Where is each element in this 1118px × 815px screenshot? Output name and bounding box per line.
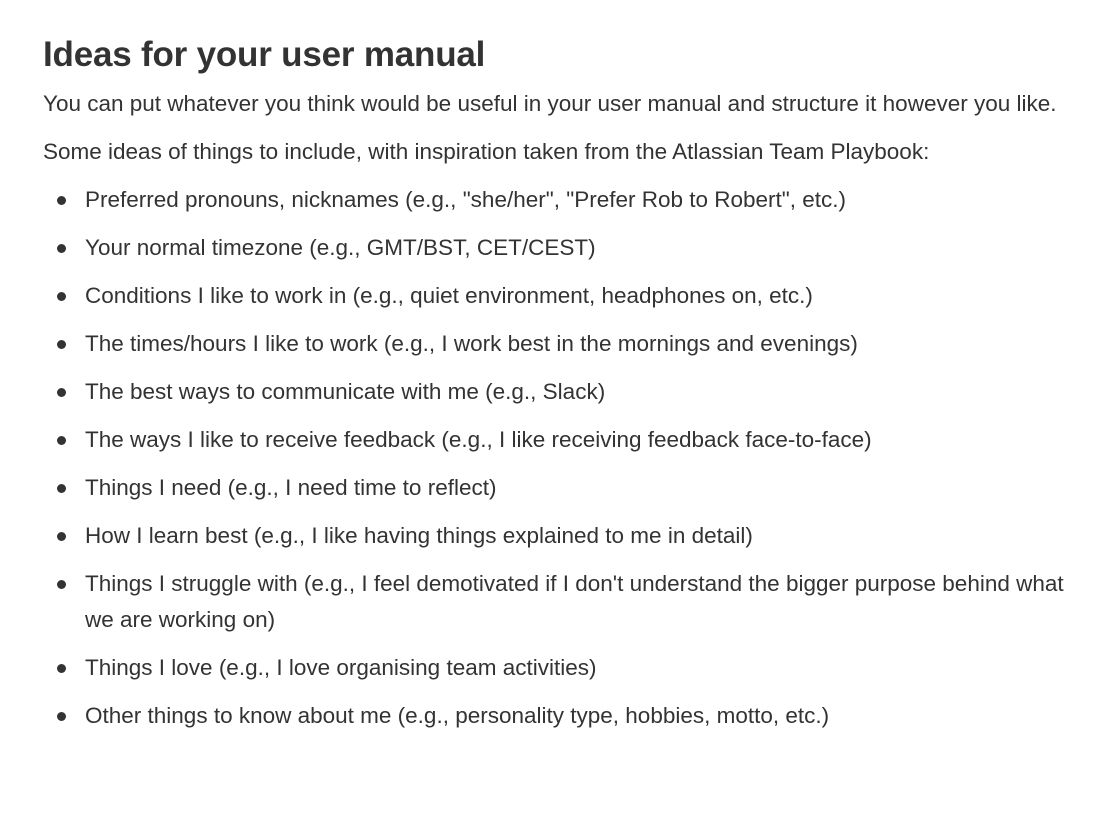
bullet-icon (57, 196, 66, 205)
list-item-text: Things I need (e.g., I need time to reflect) (85, 475, 497, 500)
list-item (43, 182, 1083, 218)
list-item (43, 650, 1083, 686)
list-item-text: The times/hours I like to work (e.g., I work best in the mornings and evenings) (85, 331, 858, 356)
ideas-list (43, 182, 1083, 734)
article-content (43, 30, 1083, 746)
lead-paragraph: Some ideas of things to include, with inspiration taken from the Atlassian Team Playbook: (43, 139, 930, 164)
bullet-icon (57, 292, 66, 301)
list-item-text: Your normal timezone (e.g., GMT/BST, CET/CEST) (85, 235, 596, 260)
list-item (43, 374, 1083, 410)
list-item-text: The ways I like to receive feedback (e.g., I like receiving feedback face-to-face) (85, 427, 872, 452)
bullet-icon (57, 484, 66, 493)
list-item-text: Conditions I like to work in (e.g., quiet environment, headphones on, etc.) (85, 283, 813, 308)
list-item (43, 278, 1083, 314)
list-item (43, 422, 1083, 458)
list-item-text: Preferred pronouns, nicknames (e.g., "she/her", "Prefer Rob to Robert", etc.) (85, 187, 847, 212)
bullet-icon (57, 532, 66, 541)
bullet-icon (57, 580, 66, 589)
intro-paragraph: You can put whatever you think would be useful in your user manual and structure it however you like. (43, 91, 1057, 116)
list-item (43, 230, 1083, 266)
list-item-text: Things I struggle with (e.g., I feel demotivated if I don't understand the bigger purpose behind what we are working on) (85, 571, 1064, 632)
bullet-icon (57, 712, 66, 721)
list-item (43, 326, 1083, 362)
list-item (43, 518, 1083, 554)
page-title: Ideas for your user manual (43, 35, 486, 74)
bullet-icon (57, 664, 66, 673)
list-item-text: The best ways to communicate with me (e.g., Slack) (85, 379, 606, 404)
list-item (43, 698, 1083, 734)
list-item-text: Things I love (e.g., I love organising team activities) (85, 655, 597, 680)
bullet-icon (57, 340, 66, 349)
list-item (43, 566, 1083, 638)
list-item-text: How I learn best (e.g., I like having things explained to me in detail) (85, 523, 753, 548)
bullet-icon (57, 244, 66, 253)
bullet-icon (57, 436, 66, 445)
bullet-icon (57, 388, 66, 397)
list-item-text: Other things to know about me (e.g., personality type, hobbies, motto, etc.) (85, 703, 830, 728)
list-item (43, 470, 1083, 506)
